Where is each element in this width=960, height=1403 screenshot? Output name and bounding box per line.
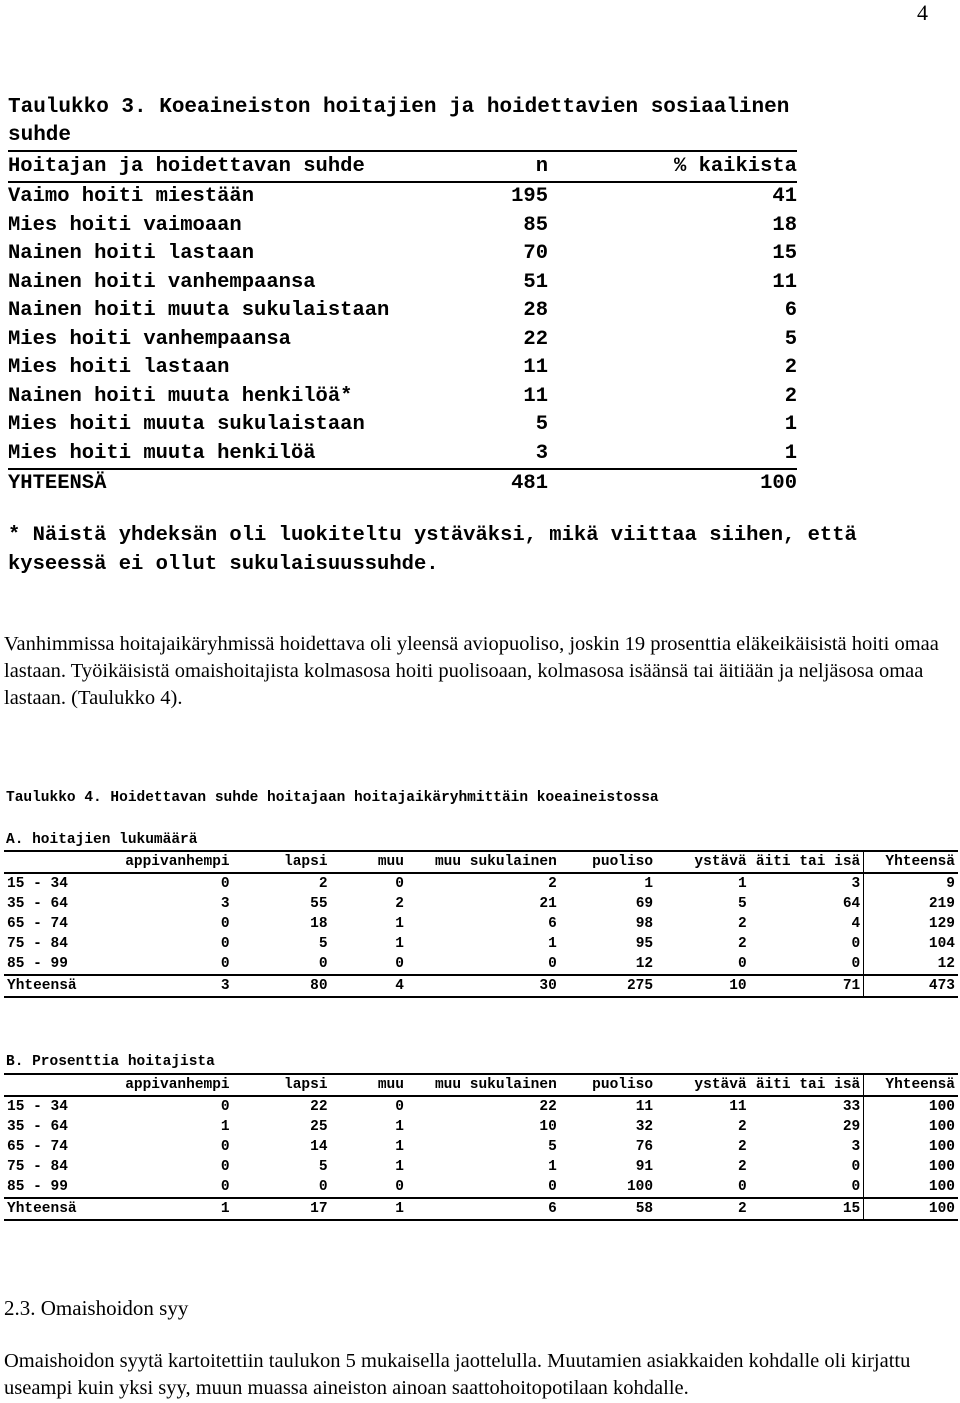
table4b-body [4, 1096, 958, 1220]
table4a-value-cell: 104 [864, 934, 958, 954]
table4b-age-group-cell: Yhteensä [4, 1198, 103, 1220]
table3-cell-relation: Mies hoiti muuta sukulaistaan [8, 413, 365, 437]
table3-row [8, 439, 797, 468]
table4b-value-cell: 11 [729, 1099, 747, 1115]
table4a-value-cell: 2 [548, 876, 557, 892]
table4b-value-cell: 5 [318, 1159, 328, 1175]
table4b-header-row [4, 1074, 958, 1096]
table4a-subtitle: A. hoitajien lukumäärä [6, 832, 198, 848]
table4a-header-cell: muu [331, 851, 407, 873]
paragraph-1: Vanhimmissa hoitajaikäryhmissä hoidettava oli yleensä aviopuoliso, joskin 19 prosenttia eläkeikäisistä hoiti omaa lastaan. Työikäisistä omaishoitajista kolmasosa hoiti puolisoaan, kolmasosa isäänsä tai äitiään ja neljäsosa omaa lastaan. (Taulukko 4). [4, 633, 939, 709]
table4a-value-cell: 80 [233, 975, 331, 997]
table4b-header-cell: Yhteensä [864, 1074, 958, 1096]
table4b-value-cell: 1 [220, 1119, 230, 1135]
table4b-value-cell: 32 [635, 1119, 654, 1135]
table3-body [8, 183, 797, 468]
table4a-value-cell: 5 [318, 936, 328, 952]
table4a-value-cell: 18 [310, 916, 328, 932]
table4a-value-cell: 1 [737, 876, 747, 892]
table4b-value-cell: 0 [851, 1179, 861, 1195]
table4a-value-cell: 1 [644, 876, 654, 892]
table4a-header-cell: puoliso [560, 851, 656, 873]
table4b-value-cell: 91 [635, 1159, 654, 1175]
table4a-header-cell: äiti tai isä [750, 851, 864, 873]
table4b-age-group-cell: 65 - 74 [7, 1139, 68, 1155]
table4b-value-cell: 0 [220, 1099, 230, 1115]
table4b-value-cell: 0 [548, 1179, 557, 1195]
table4a-value-cell: 71 [750, 975, 864, 997]
table3-cell-percent: 5 [784, 327, 797, 351]
table4a-value-cell: 3 [851, 876, 861, 892]
table4b-value-cell: 2 [737, 1139, 747, 1155]
table4a-value-cell: 2 [318, 876, 328, 892]
table4b-header-cell [4, 1074, 103, 1096]
table4a-row [4, 954, 958, 975]
table4a-value-cell: 3 [220, 896, 230, 912]
table4b-header-cell: appivanhempi [103, 1074, 233, 1096]
table4a-value-cell: 2 [737, 916, 747, 932]
table4b-value-cell: 10 [539, 1119, 557, 1135]
table4b-value-cell: 100 [864, 1177, 958, 1198]
table3-cell-percent: 15 [772, 242, 797, 266]
table4b-row [4, 1117, 958, 1137]
table4a-value-cell: 9 [864, 873, 958, 894]
table4a-value-cell: 275 [560, 975, 656, 997]
table4b-value-cell: 1 [103, 1198, 233, 1220]
table4b-value-cell: 100 [864, 1157, 958, 1177]
table4b-header-cell: ystävä [656, 1074, 750, 1096]
table4b-value-cell: 0 [395, 1099, 404, 1115]
table3-cell-n: 28 [523, 299, 548, 323]
table3-total-row [8, 468, 797, 499]
table4a-value-cell: 12 [864, 954, 958, 975]
table4a-value-cell: 3 [103, 975, 233, 997]
table3-row [8, 382, 797, 411]
table4b-value-cell: 1 [395, 1159, 404, 1175]
table4a-value-cell: 12 [635, 956, 654, 972]
table4b-value-cell: 0 [220, 1179, 230, 1195]
table4a-age-group-cell: 75 - 84 [7, 936, 68, 952]
table4b-value-cell: 22 [539, 1099, 557, 1115]
table4a-age-group-cell: 35 - 64 [7, 896, 68, 912]
table4b-age-group-cell: 35 - 64 [7, 1119, 68, 1135]
table4b [4, 1073, 958, 1221]
table4b-header-cell: äiti tai isä [750, 1074, 864, 1096]
table4a-age-group-cell: Yhteensä [4, 975, 103, 997]
table4b-header-cell: puoliso [560, 1074, 656, 1096]
table4b-header-cell: muu sukulainen [407, 1074, 560, 1096]
table4a-row [4, 873, 958, 894]
table4b-value-cell: 2 [737, 1159, 747, 1175]
table3-row [8, 325, 797, 354]
table4b-value-cell: 58 [560, 1198, 656, 1220]
table4b-value-cell: 11 [635, 1099, 654, 1115]
table4b-value-cell: 0 [318, 1179, 328, 1195]
table4a-value-cell: 0 [851, 956, 861, 972]
table4b-value-cell: 5 [548, 1139, 557, 1155]
table4b-value-cell: 29 [842, 1119, 861, 1135]
table3-row [8, 411, 797, 440]
table4a-value-cell: 0 [737, 956, 747, 972]
table4a-value-cell: 10 [656, 975, 750, 997]
table3-cell-relation: Nainen hoiti muuta henkilöä* [8, 384, 353, 408]
table3-cell-percent: 1 [784, 413, 797, 437]
table3-title: Taulukko 3. Koeaineiston hoitajien ja hoidettavien sosiaalinen suhde [8, 96, 790, 147]
table4b-value-cell: 0 [220, 1139, 230, 1155]
table4a-value-cell: 4 [851, 916, 861, 932]
table4b-value-cell: 1 [548, 1159, 557, 1175]
table3-cell-relation: Mies hoiti vaimoaan [8, 213, 242, 237]
table4a-body [4, 873, 958, 997]
table4a-age-group-cell: 65 - 74 [7, 916, 68, 932]
table4a-value-cell: 1 [395, 936, 404, 952]
table3-cell-relation: Mies hoiti muuta henkilöä [8, 441, 316, 465]
table3-cell-percent: 41 [772, 185, 797, 209]
table3-cell-percent: 1 [784, 441, 797, 465]
table3-header-row [8, 150, 797, 183]
table3-cell-relation: Nainen hoiti muuta sukulaistaan [8, 299, 390, 323]
table4b-value-cell: 3 [851, 1139, 861, 1155]
table4b-value-cell: 100 [864, 1117, 958, 1137]
table4b-value-cell: 100 [626, 1179, 654, 1195]
table4a-value-cell: 0 [318, 956, 328, 972]
table4a-header-cell: muu sukulainen [407, 851, 560, 873]
table4b-value-cell: 2 [656, 1198, 750, 1220]
table4b-value-cell: 0 [851, 1159, 861, 1175]
table4a-value-cell: 0 [220, 936, 230, 952]
table3-footnote: * Näistä yhdeksän oli luokiteltu ystäväksi, mikä viittaa siihen, että kyseessä ei ollut sukulaisuussuhde. [8, 524, 857, 576]
table3-row [8, 297, 797, 326]
table4a-value-cell: 0 [220, 956, 230, 972]
table3-cell-percent: 6 [784, 299, 797, 323]
table3-total-n: 481 [511, 472, 548, 496]
table3-cell-relation: Vaimo hoiti miestään [8, 185, 255, 209]
page-number: 4 [917, 0, 928, 25]
table4a-header-cell: appivanhempi [103, 851, 233, 873]
table4b-total-row [4, 1198, 958, 1220]
table3-row [8, 354, 797, 383]
table3-row [8, 240, 797, 269]
table4b-header-cell: lapsi [233, 1074, 331, 1096]
table3-row [8, 268, 797, 297]
table4a-row [4, 914, 958, 934]
table4a-total-row [4, 975, 958, 997]
table4b-value-cell: 1 [331, 1198, 407, 1220]
table4a-row [4, 934, 958, 954]
table4a-value-cell: 55 [310, 896, 328, 912]
table3-cell-n: 22 [523, 327, 548, 351]
table4a-value-cell: 2 [737, 936, 747, 952]
table4a-value-cell: 6 [548, 916, 557, 932]
table3-cell-percent: 11 [772, 270, 797, 294]
table4a-age-group-cell: 15 - 34 [7, 876, 68, 892]
table3-cell-relation: Mies hoiti vanhempaansa [8, 327, 291, 351]
table4a-value-cell: 69 [635, 896, 654, 912]
table4a-value-cell: 2 [395, 896, 404, 912]
table4b-value-cell: 0 [220, 1159, 230, 1175]
table4a-value-cell: 0 [395, 876, 404, 892]
table4a-header-cell: ystävä [656, 851, 750, 873]
table4b-row [4, 1137, 958, 1157]
table4b-value-cell: 100 [864, 1198, 958, 1220]
table4b-value-cell: 22 [310, 1099, 328, 1115]
table4b-value-cell: 76 [635, 1139, 654, 1155]
table4a-value-cell: 0 [395, 956, 404, 972]
table4b-value-cell: 25 [310, 1119, 328, 1135]
table4b-value-cell: 15 [750, 1198, 864, 1220]
table3-cell-n: 11 [523, 384, 548, 408]
table4b-value-cell: 100 [864, 1137, 958, 1157]
table3-cell-n: 70 [523, 242, 548, 266]
table4b-value-cell: 33 [842, 1099, 861, 1115]
table4b-age-group-cell: 15 - 34 [7, 1099, 68, 1115]
table3-row [8, 211, 797, 240]
table3 [8, 150, 797, 498]
table4b-value-cell: 2 [737, 1119, 747, 1135]
table4a-value-cell: 4 [331, 975, 407, 997]
table4b-row [4, 1096, 958, 1117]
table3-cell-percent: 2 [784, 384, 797, 408]
table4b-row [4, 1177, 958, 1198]
table4a-header-cell [4, 851, 103, 873]
table4a-value-cell: 473 [864, 975, 958, 997]
table3-header-percent: % kaikista [673, 154, 797, 178]
table3-cell-percent: 18 [772, 213, 797, 237]
paragraph-2: Omaishoidon syytä kartoitettiin taulukon 5 mukaisella jaottelulla. Muutamien asiakkaiden kohdalle oli kirjattu useampi kuin yksi syy, muun muassa aineiston ainoan saattohoitopotilaan kohdalle. [4, 1350, 911, 1399]
table3-header-n: n [535, 154, 548, 178]
table4a-value-cell: 30 [407, 975, 560, 997]
table3-header-relation: Hoitajan ja hoidettavan suhde [8, 154, 365, 178]
table4a-row [4, 894, 958, 914]
table4a [4, 850, 958, 998]
table4a-age-group-cell: 85 - 99 [7, 956, 68, 972]
table4b-header-cell: muu [331, 1074, 407, 1096]
table4a-value-cell: 64 [842, 896, 861, 912]
table4a-value-cell: 1 [395, 916, 404, 932]
table4b-value-cell: 100 [864, 1096, 958, 1117]
table4b-age-group-cell: 75 - 84 [7, 1159, 68, 1175]
table4a-value-cell: 219 [864, 894, 958, 914]
table4a-header-cell: lapsi [233, 851, 331, 873]
table4a-value-cell: 1 [548, 936, 557, 952]
table3-cell-relation: Nainen hoiti vanhempaansa [8, 270, 316, 294]
table4a-value-cell: 98 [635, 916, 654, 932]
table4a-value-cell: 0 [220, 916, 230, 932]
table3-cell-n: 3 [535, 441, 548, 465]
table4a-value-cell: 0 [548, 956, 557, 972]
table4a-value-cell: 0 [220, 876, 230, 892]
table4b-value-cell: 0 [395, 1179, 404, 1195]
table3-cell-n: 51 [523, 270, 548, 294]
table4-title: Taulukko 4. Hoidettavan suhde hoitajaan hoitajaikäryhmittäin koeaineistossa [6, 790, 659, 806]
table3-cell-n: 5 [535, 413, 548, 437]
table4a-value-cell: 0 [851, 936, 861, 952]
table4b-subtitle: B. Prosenttia hoitajista [6, 1054, 215, 1070]
table4a-value-cell: 21 [539, 896, 557, 912]
table4a-header-cell: Yhteensä [864, 851, 958, 873]
table3-cell-n: 195 [511, 185, 548, 209]
table3-row [8, 183, 797, 212]
table4a-value-cell: 95 [635, 936, 654, 952]
table4b-value-cell: 1 [395, 1119, 404, 1135]
table4b-value-cell: 6 [407, 1198, 560, 1220]
table3-total-label: YHTEENSÄ [8, 472, 107, 496]
table3-cell-n: 11 [523, 356, 548, 380]
table3-total-percent: 100 [760, 472, 797, 496]
table3-cell-relation: Nainen hoiti lastaan [8, 242, 255, 266]
table4b-value-cell: 0 [737, 1179, 747, 1195]
table3-cell-n: 85 [523, 213, 548, 237]
table4b-age-group-cell: 85 - 99 [7, 1179, 68, 1195]
table3-cell-percent: 2 [784, 356, 797, 380]
table3-cell-relation: Mies hoiti lastaan [8, 356, 230, 380]
table4a-value-cell: 5 [737, 896, 747, 912]
table4a-header-row [4, 851, 958, 873]
table4b-value-cell: 14 [310, 1139, 328, 1155]
table4a-value-cell: 129 [864, 914, 958, 934]
table4b-row [4, 1157, 958, 1177]
section-heading: 2.3. Omaishoidon syy [4, 1296, 189, 1320]
table4b-value-cell: 1 [395, 1139, 404, 1155]
table4b-value-cell: 17 [233, 1198, 331, 1220]
